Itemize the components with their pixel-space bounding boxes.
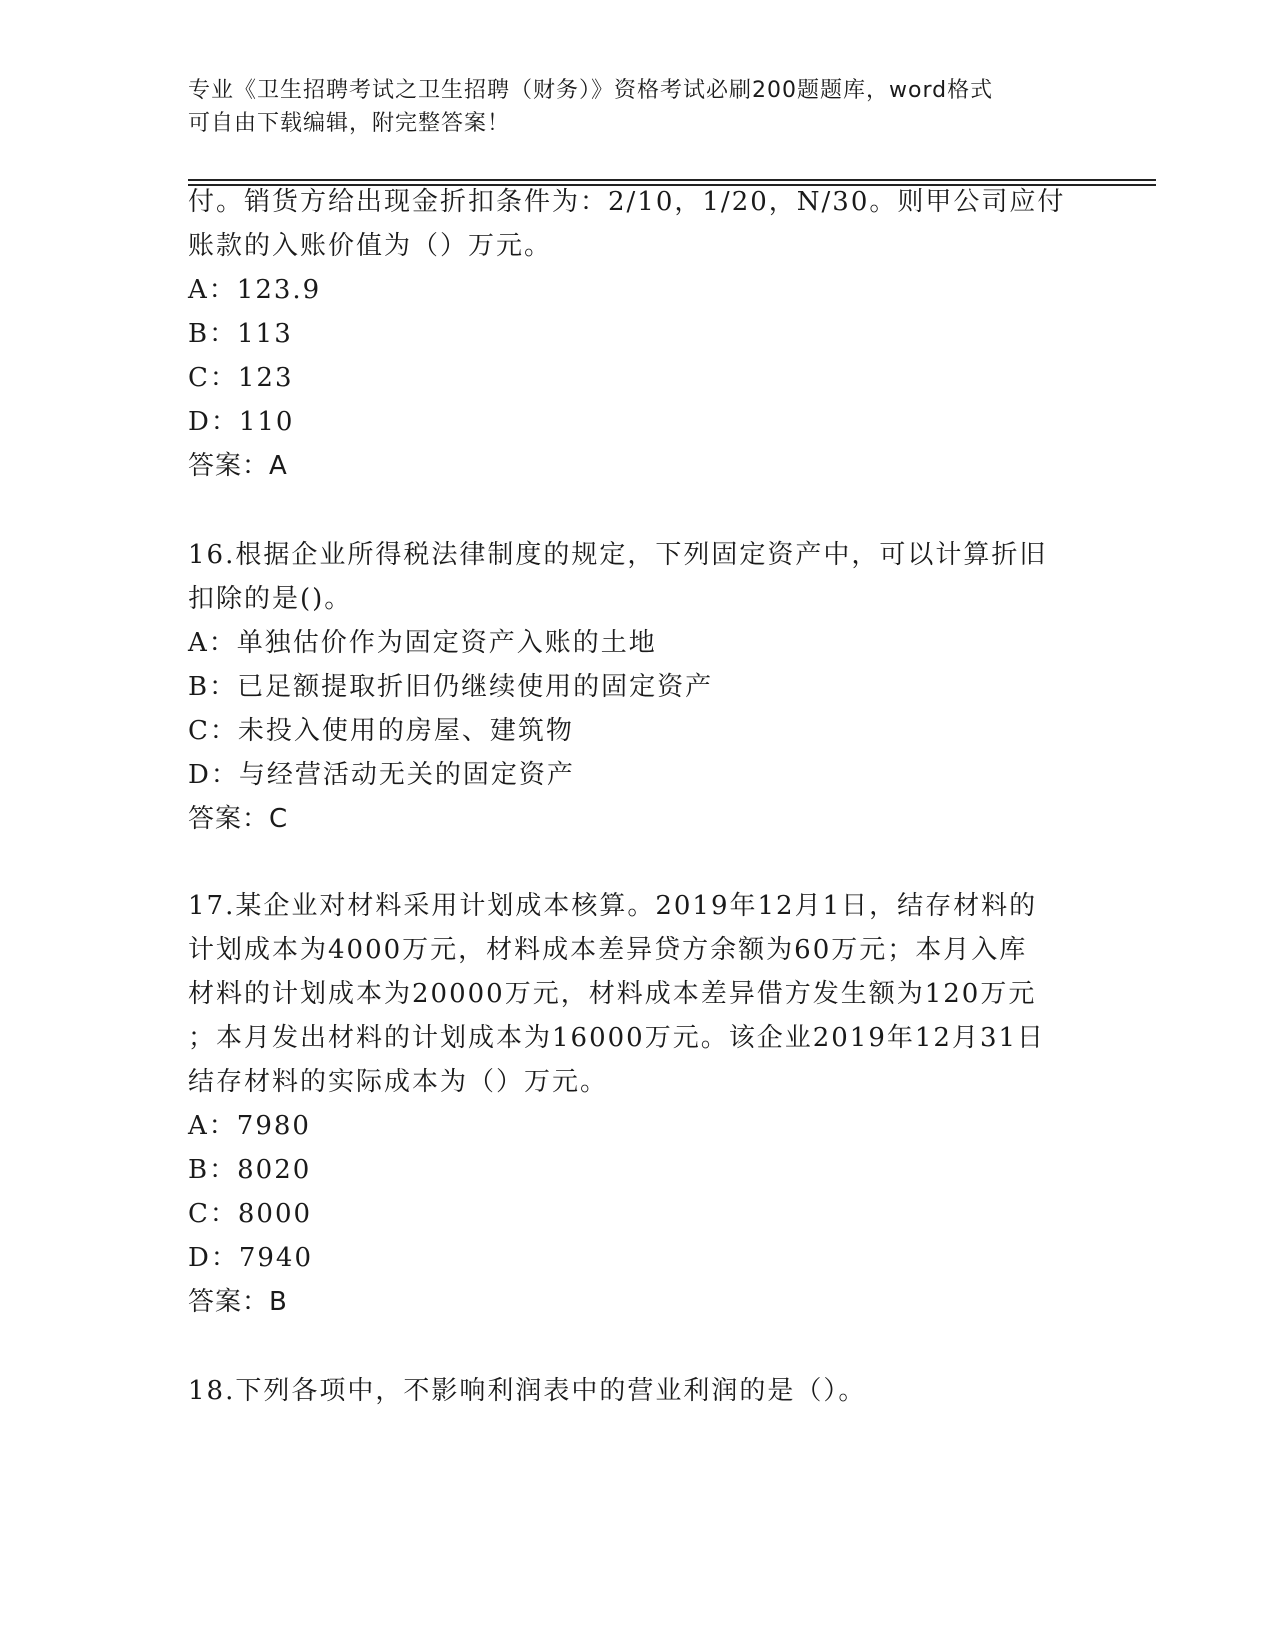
q16-answer: 答案：C: [188, 804, 289, 834]
q17-stem-line-1: 17.某企业对材料采用计划成本核算。2019年12月1日，结存材料的: [188, 891, 1038, 921]
q17-stem-line-4: ；本月发出材料的计划成本为16000万元。该企业2019年12月31日: [188, 1023, 1046, 1053]
q17-stem-line-2: 计划成本为4000万元，材料成本差异贷方余额为60万元；本月入库: [188, 935, 1028, 965]
header-title-line-1: 专业《卫生招聘考试之卫生招聘（财务）》资格考试必刷200题题库，word格式: [188, 78, 994, 103]
q16-option-b: B：已足额提取折旧仍继续使用的固定资产: [188, 672, 714, 702]
q15-option-b: B：113: [188, 319, 293, 349]
q15-option-c: C：123: [188, 363, 294, 393]
q16-option-c: C：未投入使用的房屋、建筑物: [188, 716, 574, 746]
q16-option-a: A：单独估价作为固定资产入账的土地: [188, 628, 657, 658]
q16-option-d: D：与经营活动无关的固定资产: [188, 760, 575, 790]
q16-stem-line-1: 16.根据企业所得税法律制度的规定，下列固定资产中，可以计算折旧: [188, 540, 1048, 570]
header-divider-top: [188, 179, 1156, 181]
q17-option-d: D：7940: [188, 1243, 314, 1273]
q15-stem-line-1: 付。销货方给出现金折扣条件为：2/10，1/20，N/30。则甲公司应付: [188, 187, 1066, 217]
q15-stem-line-2: 账款的入账价值为（）万元。: [188, 231, 553, 261]
q15-option-d: D：110: [188, 407, 295, 437]
q17-option-b: B：8020: [188, 1155, 312, 1185]
q15-option-a: A：123.9: [188, 275, 322, 305]
header-title-line-2: 可自由下载编辑，附完整答案！: [188, 111, 511, 136]
q17-option-a: A：7980: [188, 1111, 311, 1141]
q17-option-c: C：8000: [188, 1199, 313, 1229]
q17-stem-line-5: 结存材料的实际成本为（）万元。: [188, 1067, 609, 1097]
q18-stem-line-1: 18.下列各项中，不影响利润表中的营业利润的是（）。: [188, 1376, 867, 1406]
q16-stem-line-2: 扣除的是()。: [188, 584, 353, 614]
q17-answer: 答案：B: [188, 1287, 288, 1317]
q15-answer: 答案：A: [188, 451, 288, 481]
document-header: [188, 74, 1088, 140]
q17-stem-line-3: 材料的计划成本为20000万元，材料成本差异借方发生额为120万元: [188, 979, 1037, 1009]
